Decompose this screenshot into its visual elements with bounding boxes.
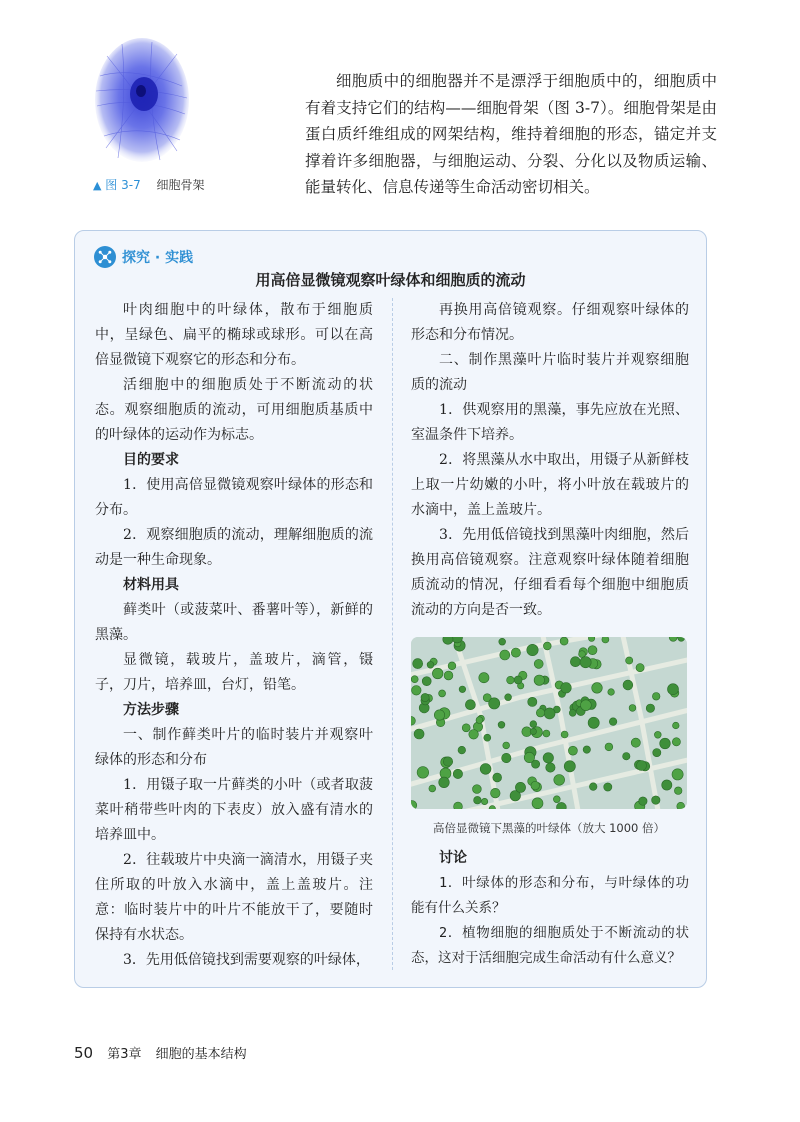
section-heading-materials: 材料用具 bbox=[123, 577, 179, 593]
section-heading-method: 方法步骤 bbox=[123, 702, 179, 718]
list-item: 1．使用高倍显微镜观察叶绿体的形态和分布。 bbox=[95, 477, 373, 518]
chloroplast-dot bbox=[534, 675, 544, 685]
list-item: 2．观察细胞质的流动，理解细胞质的流动是一种生命现象。 bbox=[95, 527, 373, 568]
chloroplast-dot bbox=[569, 710, 576, 717]
figure-number: 图 3-7 bbox=[105, 178, 141, 192]
chapter-label: 第3章 bbox=[107, 1047, 142, 1062]
chloroplast-dot bbox=[629, 705, 636, 712]
chloroplast-dot bbox=[444, 671, 453, 680]
chloroplast-dot bbox=[528, 697, 537, 706]
chloroplast-dot bbox=[581, 700, 592, 711]
page-footer bbox=[74, 1043, 247, 1062]
chloroplast-dot bbox=[530, 721, 537, 728]
list-item: 2．往载玻片中央滴一滴清水，用镊子夹住所取的叶放入水滴中，盖上盖玻片。注意：临时装片中的叶片不能放干了，要随时保持有水状态。 bbox=[95, 852, 373, 943]
list-item: 3．先用低倍镜找到黑藻叶肉细胞，然后换用高倍镜观察。注意观察叶绿体随着细胞质流动的情况，仔细看看每个细胞中细胞质流动的方向是否一致。 bbox=[411, 527, 689, 618]
figure-caption bbox=[93, 176, 205, 193]
chloroplast-dot bbox=[561, 731, 568, 738]
discussion-question: 2．植物细胞的细胞质处于不断流动的状态，这对于活细胞完成生命活动有什么意义？ bbox=[411, 925, 689, 966]
figure-caption-text: 细胞骨架 bbox=[156, 178, 205, 192]
chloroplast-dot bbox=[469, 730, 479, 740]
chloroplast-dot bbox=[481, 798, 487, 804]
discussion-section bbox=[411, 846, 689, 971]
chloroplast-dot bbox=[421, 693, 429, 701]
chloroplast-dot bbox=[462, 724, 470, 732]
chloroplast-dot bbox=[570, 657, 580, 667]
chloroplast-dot bbox=[654, 731, 661, 738]
column-divider bbox=[392, 298, 393, 970]
chloroplast-dot bbox=[502, 753, 511, 762]
chloroplast-dot bbox=[623, 753, 630, 760]
chloroplast-dot bbox=[674, 787, 682, 795]
chloroplast-dot bbox=[413, 659, 423, 669]
chloroplast-dot bbox=[473, 785, 482, 794]
list-item: 2．将黑藻从水中取出，用镊子从新鲜枝上取一片幼嫩的小叶，将小叶放在载玻片的水滴中，盖上盖玻片。 bbox=[411, 452, 689, 518]
paragraph: 活细胞中的细胞质处于不断流动的状态。观察细胞质的流动，可用细胞质基质中的叶绿体的运动作为标志。 bbox=[95, 377, 373, 443]
chloroplast-dot bbox=[524, 752, 534, 762]
paragraph: 藓类叶（或菠菜叶、番薯叶等），新鲜的黑藻。 bbox=[95, 602, 373, 643]
chloroplast-dot bbox=[503, 742, 510, 749]
chloroplast-dot bbox=[543, 642, 551, 650]
chloroplast-dot bbox=[422, 677, 431, 686]
chloroplast-dot bbox=[530, 728, 536, 734]
chloroplast-dot bbox=[588, 717, 599, 728]
chloroplast-dot bbox=[546, 763, 555, 772]
chloroplast-dot bbox=[439, 777, 450, 788]
chloroplast-dot bbox=[543, 753, 553, 763]
chloroplast-dot bbox=[531, 781, 540, 790]
discussion-heading: 讨论 bbox=[439, 850, 467, 866]
chloroplast-dot bbox=[480, 764, 491, 775]
chloroplast-dot bbox=[474, 796, 482, 804]
list-item: 1．用镊子取一片藓类的小叶（或者取菠菜叶稍带些叶肉的下表皮）放入盛有清水的培养皿中。 bbox=[95, 777, 373, 843]
chloroplast-dot bbox=[479, 673, 489, 683]
chloroplast-dot bbox=[500, 650, 510, 660]
chloroplast-dot bbox=[511, 648, 520, 657]
chloroplast-dot bbox=[412, 686, 422, 696]
activity-title: 用高倍显微镜观察叶绿体和细胞质的流动 bbox=[255, 271, 526, 289]
chloroplast-dot bbox=[554, 775, 565, 786]
chloroplast-dot bbox=[465, 700, 475, 710]
chloroplast-dot bbox=[602, 637, 609, 643]
chloroplast-dot bbox=[417, 767, 429, 779]
right-column bbox=[411, 298, 689, 623]
chloroplast-dot bbox=[672, 769, 683, 780]
intro-paragraph: 细胞质中的细胞器并不是漂浮于细胞质中的，细胞质中有着支持它们的结构——细胞骨架（图 3-7）。细胞骨架是由蛋白质纤维组成的网架结构，维持着细胞的形态，锚定并支撑着许多细胞器，与细胞运动、分裂、分化以及物质运输、能量转化、信息传递等生命活动密切相关。 bbox=[305, 72, 717, 196]
page-number: 50 bbox=[74, 1044, 94, 1062]
molecule-icon bbox=[94, 246, 116, 268]
paragraph: 二、制作黑藻叶片临时装片并观察细胞质的流动 bbox=[411, 352, 689, 393]
paragraph: 一、制作藓类叶片的临时装片并观察叶绿体的形态和分布 bbox=[95, 727, 373, 768]
chloroplast-dot bbox=[443, 757, 452, 766]
chloroplast-dot bbox=[646, 704, 654, 712]
section-heading-goal: 目的要求 bbox=[123, 452, 179, 468]
chloroplast-dot bbox=[498, 721, 505, 728]
chloroplast-dot bbox=[678, 637, 685, 641]
chloroplast-dot bbox=[592, 683, 603, 694]
list-item: 1．供观察用的黑藻，事先应放在光照、室温条件下培养。 bbox=[411, 402, 689, 443]
paragraph: 显微镜，载玻片，盖玻片，滴管，镊子，刀片，培养皿，台灯，铅笔。 bbox=[95, 652, 373, 693]
chloroplast-dot bbox=[491, 788, 501, 798]
activity-badge-label: 探究 · 实践 bbox=[122, 250, 194, 266]
chloroplast-dot bbox=[609, 718, 617, 726]
chloroplast-dot bbox=[605, 743, 613, 751]
discussion-question: 1．叶绿体的形态和分布，与叶绿体的功能有什么关系？ bbox=[411, 875, 689, 916]
chloroplast-dot bbox=[588, 637, 594, 642]
chloroplast-dot bbox=[448, 662, 456, 670]
chloroplast-dot bbox=[434, 710, 444, 720]
chloroplast-dot bbox=[639, 797, 647, 805]
chloroplast-dot bbox=[536, 709, 544, 717]
chloroplast-dot bbox=[561, 683, 572, 694]
photo-caption: 高倍显微镜下黑藻的叶绿体（放大 1000 倍） bbox=[432, 821, 666, 835]
chloroplast-dot bbox=[662, 780, 672, 790]
chloroplast-dot bbox=[631, 738, 640, 747]
chloroplast-dot bbox=[514, 676, 522, 684]
chloroplast-dot bbox=[453, 769, 462, 778]
chloroplast-dot bbox=[652, 796, 660, 804]
chloroplast-dot bbox=[432, 668, 443, 679]
chloroplast-dot bbox=[608, 689, 615, 696]
chloroplast-dot bbox=[568, 746, 577, 755]
chloroplast-dot bbox=[543, 730, 550, 737]
left-column bbox=[95, 298, 373, 973]
chapter-title: 细胞的基本结构 bbox=[155, 1047, 247, 1062]
chloroplast-dot bbox=[427, 661, 434, 668]
list-item: 3．先用低倍镜找到需要观察的叶绿体， bbox=[123, 952, 370, 968]
cytoskeleton-image bbox=[92, 36, 190, 168]
chloroplast-dot bbox=[636, 664, 644, 672]
chloroplast-dot bbox=[560, 637, 568, 645]
chloroplast-micrograph bbox=[411, 637, 687, 809]
chloroplast-dot bbox=[583, 746, 590, 753]
chloroplast-dot bbox=[604, 783, 612, 791]
activity-badge bbox=[94, 245, 193, 269]
chloroplast-dot bbox=[411, 676, 418, 683]
paragraph: 再换用高倍镜观察。仔细观察叶绿体的形态和分布情况。 bbox=[411, 302, 689, 343]
chloroplast-dot bbox=[527, 644, 538, 655]
chloroplast-dot bbox=[660, 738, 671, 749]
triangle-icon: ▲ bbox=[93, 179, 102, 192]
paragraph: 叶肉细胞中的叶绿体，散布于细胞质中，呈绿色、扁平的椭球或球形。可以在高倍显微镜下观察它的形态和分布。 bbox=[95, 302, 373, 368]
chloroplast-dot bbox=[588, 646, 597, 655]
chloroplast-dot bbox=[673, 722, 680, 729]
chloroplast-dot bbox=[589, 783, 597, 791]
chloroplast-dot bbox=[580, 657, 591, 668]
chloroplast-dot bbox=[493, 773, 502, 782]
chloroplast-dot bbox=[677, 802, 685, 809]
chloroplast-dot bbox=[459, 686, 466, 693]
chloroplast-dot bbox=[626, 657, 633, 664]
chloroplast-dot bbox=[476, 717, 483, 724]
chloroplast-dot bbox=[489, 698, 500, 709]
chloroplast-dot bbox=[507, 676, 515, 684]
chloroplast-dot bbox=[532, 798, 543, 809]
chloroplast-dot bbox=[653, 749, 661, 757]
chloroplast-dot bbox=[505, 694, 512, 701]
chloroplast-dot bbox=[454, 802, 463, 809]
chloroplast-dot bbox=[515, 782, 525, 792]
chloroplast-dot bbox=[544, 708, 555, 719]
chloroplast-dot bbox=[534, 659, 543, 668]
chloroplast-dot bbox=[623, 680, 633, 690]
chloroplast-dot bbox=[443, 637, 453, 644]
chloroplast-dot bbox=[499, 638, 506, 645]
chloroplast-dot bbox=[672, 738, 680, 746]
chloroplast-dot bbox=[637, 761, 647, 771]
chloroplast-dot bbox=[484, 734, 491, 741]
chloroplast-dot bbox=[564, 761, 575, 772]
chloroplast-dot bbox=[668, 684, 679, 695]
chloroplast-dot bbox=[458, 746, 466, 754]
chloroplast-dot bbox=[429, 785, 436, 792]
chloroplast-dot bbox=[414, 729, 424, 739]
chloroplast-dot bbox=[439, 690, 446, 697]
chloroplast-dot bbox=[553, 796, 560, 803]
chloroplast-dot bbox=[652, 693, 660, 701]
